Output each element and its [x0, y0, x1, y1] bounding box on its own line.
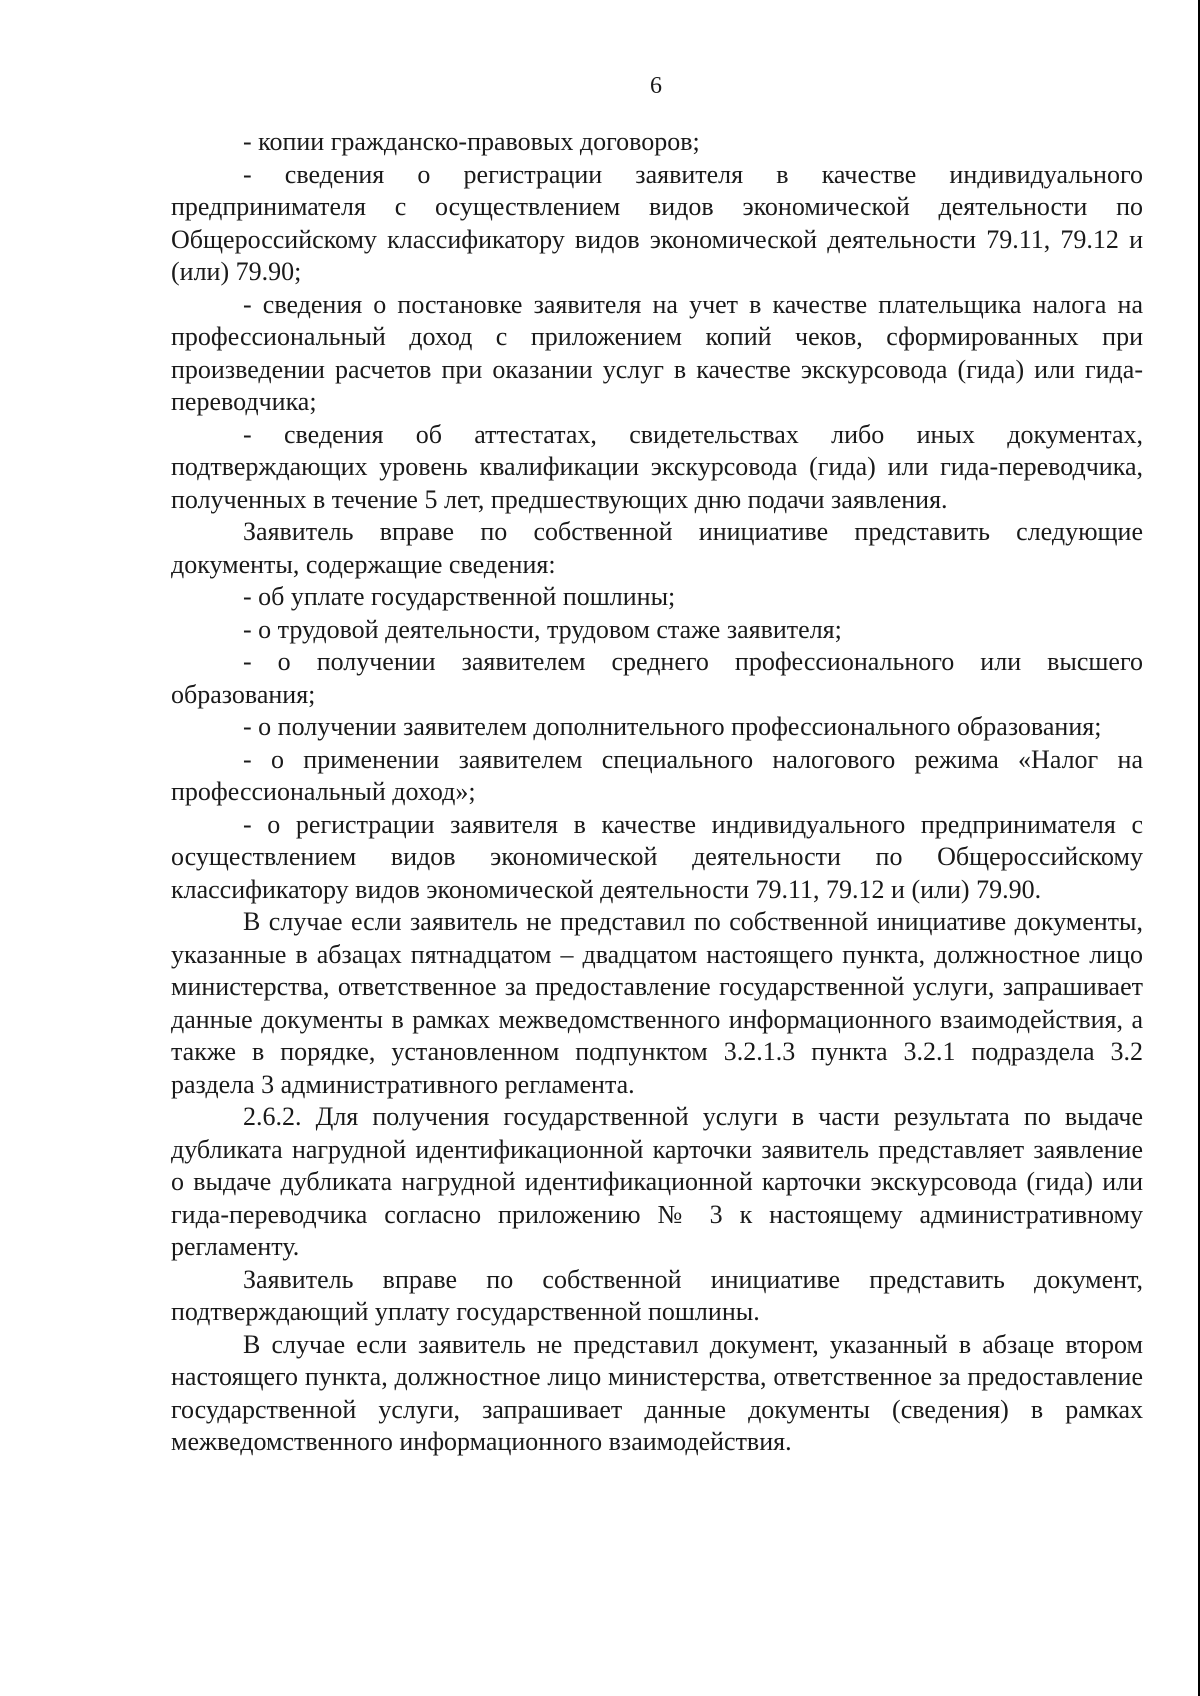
paragraph-special-tax-regime: - о применении заявителем специального налогового режима «Налог на профессиональный доход»;: [171, 744, 1143, 806]
paragraph-state-duty-payment: - об уплате государственной пошлины;: [243, 582, 676, 611]
paragraph-secondary-higher-education: - о получении заявителем среднего профессионального или высшего образования;: [171, 647, 1143, 709]
paragraph-ip-registration-info: - сведения о регистрации заявителя в качестве индивидуального предпринимателя с осуществлением видов экономической деятельности по Общероссийскому классификатору видов экономической деятельности 79.11, 79.12 и (или) 79.90;: [171, 159, 1143, 286]
paragraph-additional-education: - о получении заявителем дополнительного профессионального образования;: [243, 712, 1102, 741]
document-body: [171, 126, 1143, 1459]
paragraph-civil-contracts: - копии гражданско-правовых договоров;: [243, 127, 700, 156]
paragraph-professional-income-tax: - сведения о постановке заявителя на учет в качестве плательщика налога на профессиональный доход с приложением копий чеков, сформированных при произведении расчетов при оказании услуг в качестве экскурсовода (гида) или гида-переводчика;: [171, 289, 1143, 416]
paragraph-duty-document: Заявитель вправе по собственной инициативе представить документ, подтверждающий уплату государственной пошлины.: [171, 1264, 1143, 1326]
paragraph-ip-registration: - о регистрации заявителя в качестве индивидуального предпринимателя с осуществлением видов экономической деятельности по Общероссийскому классификатору видов экономической деятельности 79.11, 79.12 и (или) 79.90.: [171, 809, 1143, 904]
paragraph-section-2-6-2: 2.6.2. Для получения государственной услуги в части результата по выдаче дубликата нагрудной идентификационной карточки заявитель представляет заявление о выдаче дубликата нагрудной идентификационной карточки экскурсовода (гида) или гида-переводчика согласно приложению № 3 к настоящему административному регламенту.: [171, 1102, 1143, 1261]
paragraph-qualification-certificates: - сведения об аттестатах, свидетельствах либо иных документах, подтверждающих уровень квалификации экскурсовода (гида) или гида-переводчика, полученных в течение 5 лет, предшествующих дню подачи заявления.: [171, 419, 1143, 514]
paragraph-labor-activity: - о трудовой деятельности, трудовом стаже заявителя;: [243, 614, 842, 644]
paragraph-interagency-request-2: В случае если заявитель не представил документ, указанный в абзаце втором настоящего пункта, должностное лицо министерства, ответственное за предоставление государственной услуги, запрашивает данные документы (сведения) в рамках межведомственного информационного взаимодействия.: [171, 1329, 1143, 1456]
page-number: 6: [650, 73, 662, 99]
paragraph-interagency-request: В случае если заявитель не представил по собственной инициативе документы, указанные в абзацах пятнадцатом – двадцатом настоящего пункта, должностное лицо министерства, ответственное за предоставление государственной услуги, запрашивает данные документы в рамках межведомственного информационного взаимодействия, а также в порядке, установленном подпунктом 3.2.1.3 пункта 3.2.1 подраздела 3.2 раздела 3 административного регламента.: [171, 907, 1143, 1099]
paragraph-applicant-may-submit: Заявитель вправе по собственной инициативе представить следующие документы, содержащие сведения:: [171, 517, 1143, 579]
